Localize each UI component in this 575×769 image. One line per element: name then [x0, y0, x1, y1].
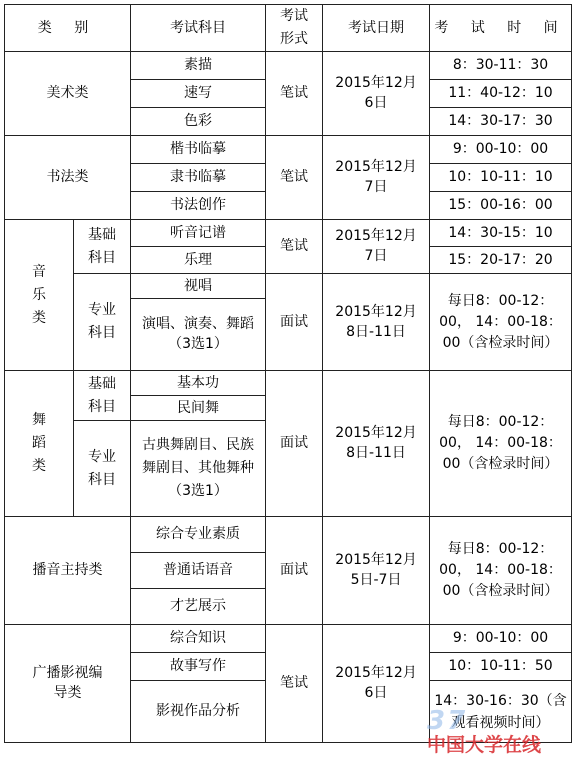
subject-cell: 隶书临摹: [131, 164, 266, 192]
dance-basic-label: 基础科目: [74, 371, 131, 421]
date-cell: 2015年12月7日: [323, 220, 430, 274]
time-cell: 15：20-17：20: [430, 247, 572, 274]
header-category: 类 别: [5, 5, 131, 52]
table-row: [5, 274, 572, 299]
date-cell: 2015年12月6日: [323, 52, 430, 136]
category-art: 美术类: [5, 52, 131, 136]
table-row: [5, 517, 572, 553]
time-cell: 14：30-16：30（含观看视频时间）: [430, 681, 572, 743]
subject-cell: 乐理: [131, 247, 266, 274]
date-cell: 2015年12月8日-11日: [323, 274, 430, 371]
subject-cell: 演唱、演奏、舞蹈（3选1）: [131, 299, 266, 371]
time-cell: 9：00-10：00: [430, 136, 572, 164]
subject-cell: 故事写作: [131, 653, 266, 681]
subject-cell: 素描: [131, 52, 266, 80]
watermark-site-name: 中国大学在线: [426, 734, 541, 756]
subject-cell: 色彩: [131, 108, 266, 136]
time-cell: 10：10-11：50: [430, 653, 572, 681]
category-music: 音乐类: [5, 220, 74, 371]
form-cell: 面试: [266, 371, 323, 517]
form-cell: 面试: [266, 517, 323, 625]
subject-cell: 速写: [131, 80, 266, 108]
music-basic-label: 基础科目: [74, 220, 131, 274]
subject-cell: 民间舞: [131, 396, 266, 421]
subject-cell: 才艺展示: [131, 589, 266, 625]
time-cell: 9：00-10：00: [430, 625, 572, 653]
subject-cell: 基本功: [131, 371, 266, 396]
category-broadcast: 播音主持类: [5, 517, 131, 625]
form-cell: 笔试: [266, 220, 323, 274]
category-film: 广播影视编导类: [5, 625, 131, 743]
header-date: 考试日期: [323, 5, 430, 52]
date-cell: 2015年12月6日: [323, 625, 430, 743]
header-row: [5, 5, 572, 52]
time-cell: 14：30-15：10: [430, 220, 572, 247]
header-subject: 考试科目: [131, 5, 266, 52]
time-cell: 14：30-17：30: [430, 108, 572, 136]
subject-cell: 普通话语音: [131, 553, 266, 589]
subject-cell: 视唱: [131, 274, 266, 299]
time-cell: 11：40-12：10: [430, 80, 572, 108]
time-cell: 10：10-11：10: [430, 164, 572, 192]
form-cell: 笔试: [266, 625, 323, 743]
header-time: 考 试 时 间: [430, 5, 572, 52]
table-row: [5, 136, 572, 164]
date-cell: 2015年12月8日-11日: [323, 371, 430, 517]
category-dance: 舞蹈类: [5, 371, 74, 517]
form-cell: 笔试: [266, 52, 323, 136]
date-cell: 2015年12月5日-7日: [323, 517, 430, 625]
watermark-logo-mark: 37: [426, 706, 468, 736]
time-cell: 8：30-11：30: [430, 52, 572, 80]
subject-cell: 书法创作: [131, 192, 266, 220]
subject-cell: 综合知识: [131, 625, 266, 653]
table-row: [5, 220, 572, 247]
exam-schedule-table: [4, 4, 572, 743]
subject-cell: 听音记谱: [131, 220, 266, 247]
table-row: [5, 371, 572, 396]
category-calligraphy: 书法类: [5, 136, 131, 220]
music-pro-label: 专业科目: [74, 274, 131, 371]
time-cell: 每日8：00-12：00， 14：00-18：00（含检录时间）: [430, 274, 572, 371]
table-row: [5, 52, 572, 80]
dance-pro-label: 专业科目: [74, 421, 131, 517]
date-cell: 2015年12月7日: [323, 136, 430, 220]
time-cell: 每日8：00-12：00， 14：00-18：00（含检录时间）: [430, 371, 572, 517]
time-cell: 15：00-16：00: [430, 192, 572, 220]
subject-cell: 楷书临摹: [131, 136, 266, 164]
form-cell: 笔试: [266, 136, 323, 220]
header-form: 考试形式: [266, 5, 323, 52]
subject-cell: 影视作品分析: [131, 681, 266, 743]
table-row: [5, 625, 572, 653]
subject-cell: 综合专业素质: [131, 517, 266, 553]
subject-cell: 古典舞剧目、民族舞剧目、其他舞种（3选1）: [131, 421, 266, 517]
time-cell: 每日8：00-12：00， 14：00-18：00（含检录时间）: [430, 517, 572, 625]
form-cell: 面试: [266, 274, 323, 371]
